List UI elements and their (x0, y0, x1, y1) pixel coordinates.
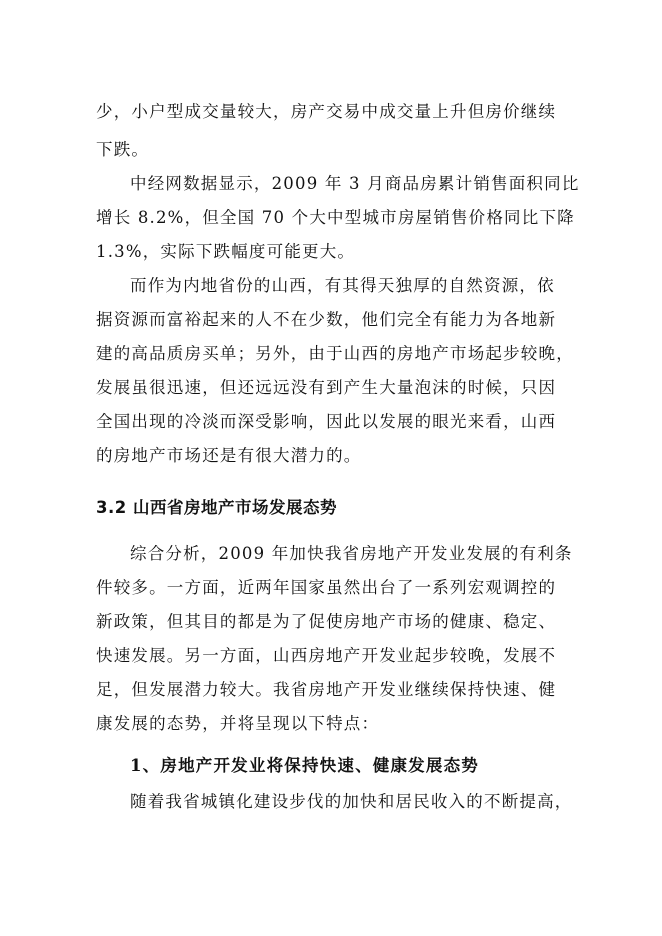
section-heading: 3.2 山西省房地产市场发展态势 (96, 498, 337, 517)
paragraph-line: 1.3%，实际下跌幅度可能更大。 (96, 242, 356, 261)
paragraph-line: 的房地产市场还是有很大潜力的。 (96, 446, 362, 465)
paragraph-line: 新政策，但其目的都是为了促使房地产市场的健康、稳定、 (96, 612, 557, 631)
subsection-heading: 1、房地产开发业将保持快速、健康发展态势 (130, 756, 479, 775)
paragraph-line: 件较多。一方面，近两年国家虽然出台了一系列宏观调控的 (96, 578, 557, 597)
paragraph-line: 据资源而富裕起来的人不在少数，他们完全有能力为各地新 (96, 310, 557, 329)
paragraph-line: 综合分析，2009 年加快我省房地产开发业发展的有利条 (130, 544, 573, 563)
paragraph-line: 中经网数据显示，2009 年 3 月商品房累计销售面积同比 (130, 174, 580, 193)
paragraph-line: 全国出现的冷淡而深受影响，因此以发展的眼光来看，山西 (96, 412, 557, 431)
paragraph-line: 而作为内地省份的山西，有其得天独厚的自然资源，依 (130, 276, 555, 295)
paragraph-line: 少，小户型成交量较大，房产交易中成交量上升但房价继续 (96, 102, 557, 121)
paragraph-line: 下跌。 (96, 140, 150, 159)
paragraph-line: 建的高品质房买单；另外，由于山西的房地产市场起步较晚， (96, 344, 574, 363)
paragraph-line: 发展虽很迅速，但还远远没有到产生大量泡沫的时候，只因 (96, 378, 557, 397)
paragraph-line: 足，但发展潜力较大。我省房地产开发业继续保持快速、健 (96, 680, 557, 699)
paragraph-line: 快速发展。另一方面，山西房地产开发业起步较晚，发展不 (96, 646, 557, 665)
paragraph-line: 随着我省城镇化建设步伐的加快和居民收入的不断提高， (130, 792, 573, 811)
paragraph-line: 增长 8.2%，但全国 70 个大中型城市房屋销售价格同比下降 (96, 208, 575, 227)
paragraph-line: 康发展的态势，并将呈现以下特点： (96, 714, 380, 733)
